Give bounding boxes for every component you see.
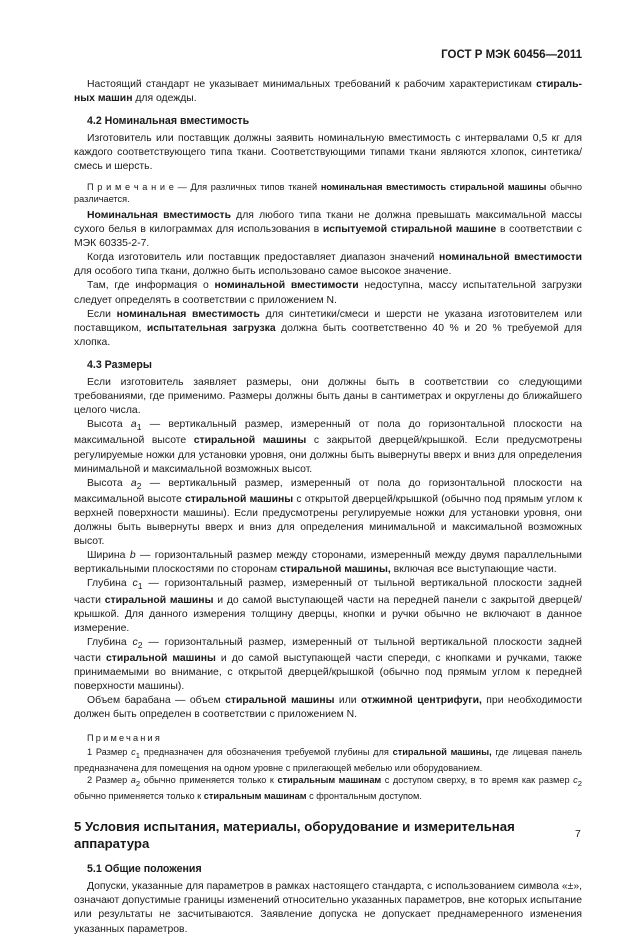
page-number: 7: [575, 829, 581, 840]
s51-paragraph-1: Допуски, указанные для параметров в рамках настоящего стандарта, с использованием символа «±», означают допустимые границы изменений относительно указанных параметров, вне которых испытание или результаты не засчитываются. Заявление допуска не допускает преднамеренного изменения указанных параметров.: [74, 881, 582, 935]
section-4-3-heading: 4.3 Размеры: [87, 358, 152, 371]
s42-paragraph-4: Там, где информация о номинальной вместимости недоступна, массу испытательной загрузки следует определять в соответствии с приложением N.: [74, 280, 582, 306]
section-5-heading: [74, 818, 582, 852]
s42-paragraph-3: Когда изготовитель или поставщик предоставляет диапазон значений номинальной вместимости для особого типа ткани, должно быть использовано самое высокое значение.: [74, 252, 582, 278]
s43-paragraph-1: Если изготовитель заявляет размеры, они должны быть в соответствии со следующими требованиями, где применимо. Размеры должны быть даны в сантиметрах и округлены до ближайшего целого числа.: [74, 377, 582, 417]
s43-height-a2: Высота $a_2$ — вертикальный размер, измеренный от пола до горизонтальной плоскости на максимальной высоте стиральной машины с открытой дверцей/крышкой (обычно под прямым углом к верхней поверхности машины). Если предусмотрены регулируемые ножки для установки уровня, они должны быть вывернуты вверх и вниз для определения минимальной и максимальной возможных высот.: [74, 477, 582, 548]
section-5-1-heading: 5.1 Общие положения: [87, 863, 202, 876]
s42-paragraph-2: Номинальная вместимость для любого типа ткани не должна превышать максимальной массы сухого белья в килограммах для использования в испытуемой стиральной машине в соответствии с МЭК 60335-2-7.: [74, 209, 582, 250]
note-2: 2 Размер $a_2$ обычно применяется только к стиральным машинам с доступом сверху, в то время как размер $c_2$ обычно применяется только к стиральным машинам с фронтальным доступом.: [74, 774, 582, 801]
notes-heading: Примечания: [87, 732, 163, 743]
s43-height-a1: Высота $a_1$ — вертикальный размер, измеренный от пола до горизонтальной плоскости на максимальной высоте стиральной машины с закрытой дверцей/крышкой. Если предусмотрены регулируемые ножки для установки уровня, они должны быть вывернуты вверх и вниз для определения минимальной и максимальной возможных высот.: [74, 419, 583, 475]
intro-paragraph: Настоящий стандарт не указывает минимальных требований к рабочим характеристикам стираль-ных машин для одежды.: [74, 79, 582, 105]
s42-note: П р и м е ч а н и е — Для различных типов тканей номинальная вместимость стиральной машины обычно различается.: [74, 181, 582, 204]
s43-drum-volume: Объем барабана — объем стиральной машины или отжимной центрифуги, при необходимости должен быть определен в соответствии с приложением N.: [74, 695, 583, 721]
section-5-heading-line-2: аппаратура: [74, 836, 150, 852]
s43-depth-c2: Глубина $c_2$ — горизонтальный размер, измеренный от тыльной вертикальной плоскости задней части стиральной машины и до самой выступающей части спереди, с кнопками и ручками, также принимаемыми во внимание, с открытой дверцей/крышкой (обычно под прямым углом к передней поверхности машины).: [74, 636, 583, 693]
s42-paragraph-1: Изготовитель или поставщик должны заявить номинальную вместимость с интервалами 0,5 кг для каждого соответствующего типа ткани. Соответствующими типами ткани являются хлопок, синтетика/смесь и шерсть.: [74, 133, 582, 173]
document-code-header: ГОСТ Р МЭК 60456—2011: [441, 49, 582, 61]
page-body: [74, 78, 582, 937]
s43-depth-c1: Глубина $c_1$ — горизонтальный размер, измеренный от тыльной вертикальной плоскости задней части стиральной машины и до самой выступающей части на передней панели с закрытой дверцей/крышкой. Для данного измерения толщину дверцы, кнопки и ручки обычно не включают в данное измерение.: [74, 578, 583, 634]
section-4-2-heading: 4.2 Номинальная вместимость: [87, 115, 250, 128]
note-1: 1 Размер $c_1$ предназначен для обозначения требуемой глубины для стиральной машины, где лицевая панель предназначена для помещения на одном уровне с прилегающей мебелью или оборудованием.: [74, 746, 582, 773]
s43-width-b: Ширина b — горизонтальный размер между сторонами, измеренный между двумя параллельными вертикальными плоскостями по сторонам стиральной машины, включая все выступающие части.: [74, 550, 582, 576]
section-5-heading-line-1: 5 Условия испытания, материалы, оборудование и измерительная: [74, 819, 515, 835]
s42-paragraph-5: Если номинальная вместимость для синтетики/смеси и шерсти не указана изготовителем или поставщиком, испытательная загрузка должна быть соответственно 40 % и 20 % требуемой для хлопка.: [74, 308, 582, 348]
